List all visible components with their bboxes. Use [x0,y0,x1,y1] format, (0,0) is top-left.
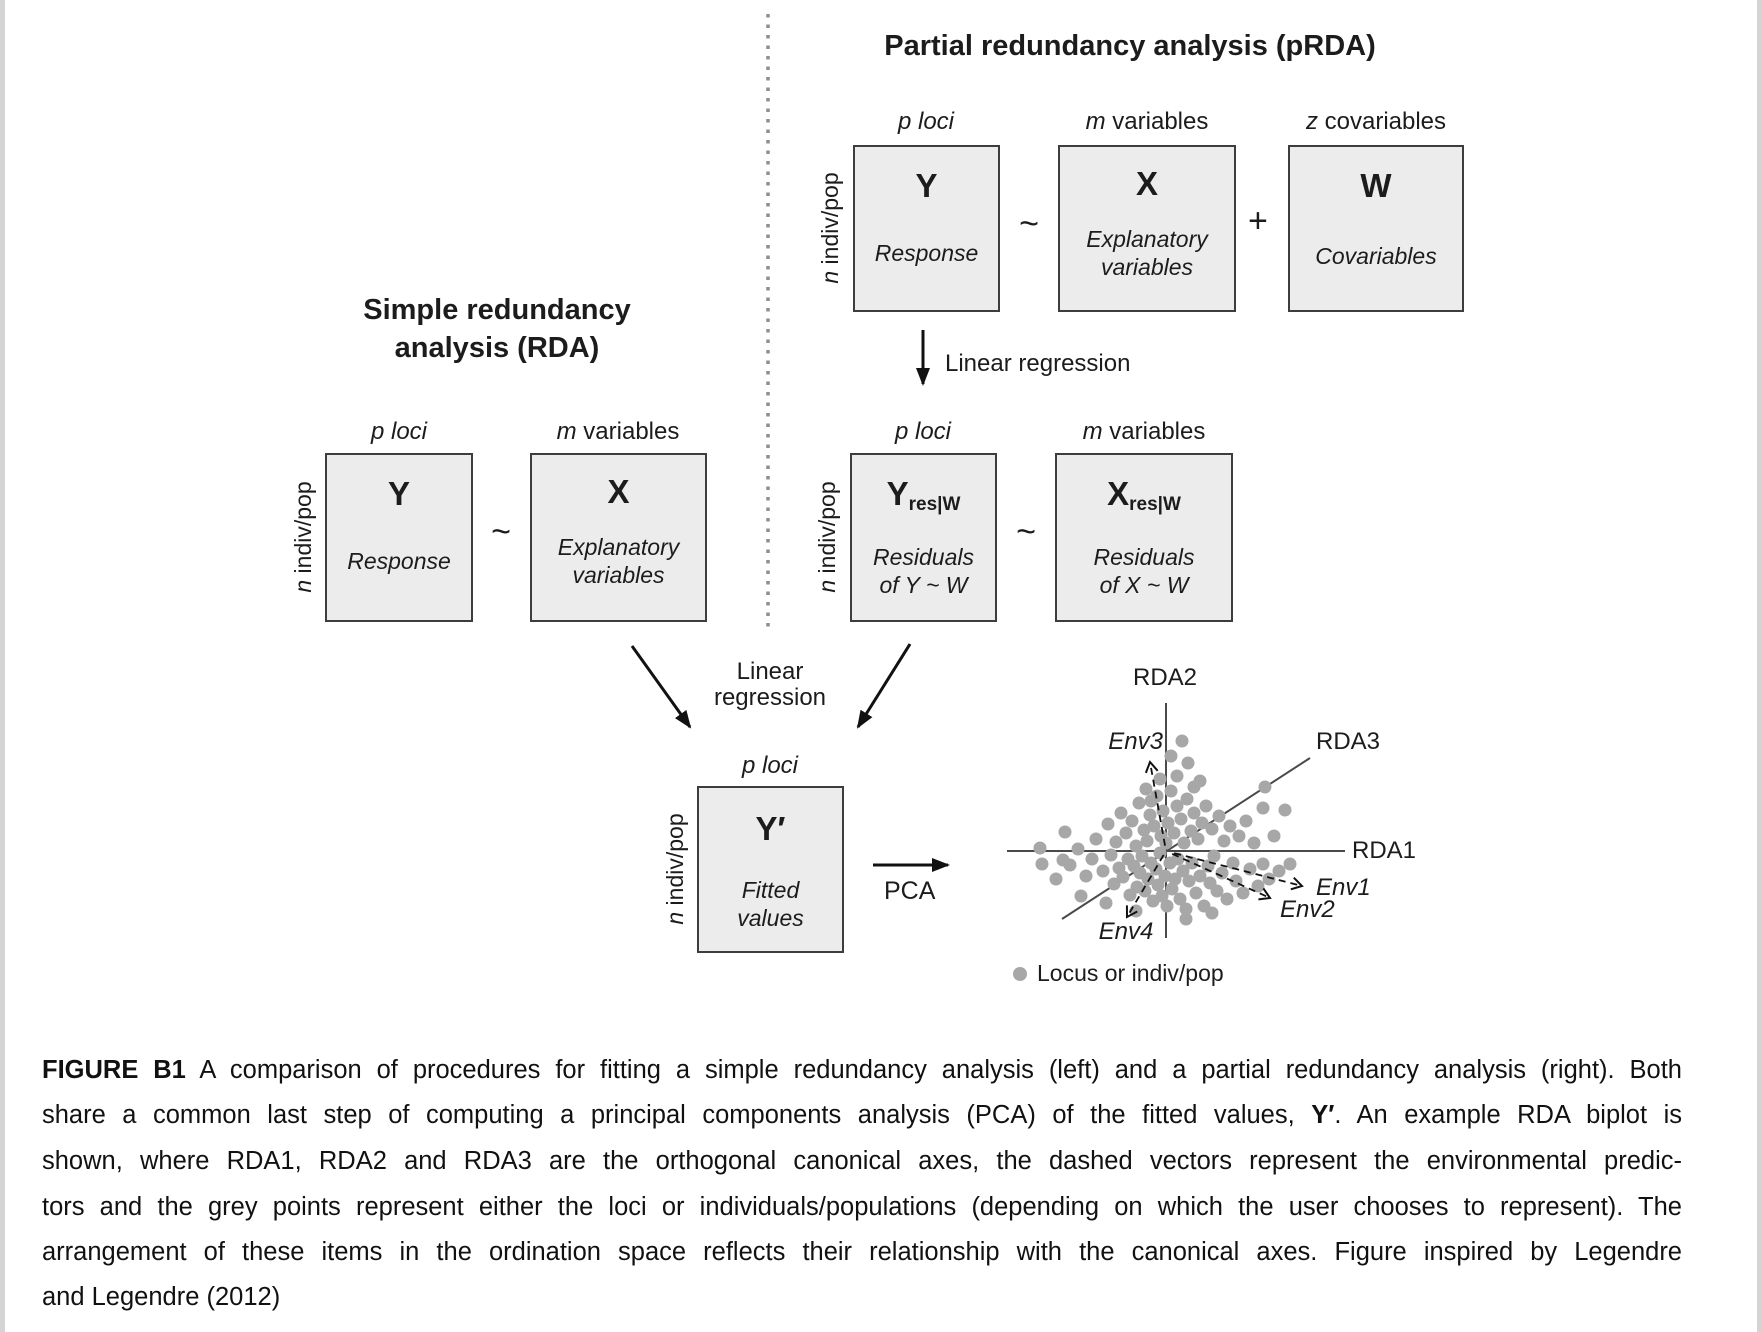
yfit-label-line2: values [737,905,804,931]
prda-x-dim-top: m variables [1085,108,1209,135]
prda-xres-label-line2: of X ~ W [1099,572,1189,598]
prda-y-label: Response [874,240,979,266]
pca-arrow-label: PCA [884,877,936,905]
biplot-axis-rda3-label: RDA3 [1316,728,1381,755]
rda-x-label-line2: variables [572,562,665,588]
caption-line: share a common last step of computing a principal components analysis (PCA) of the fitted values, Y′. An example RDA biplot is [42,1101,1682,1129]
prda-xres-label-line1: Residuals [1093,544,1195,570]
prda-w-label: Covariables [1315,243,1437,269]
prda-x-label-line1: Explanatory [1086,226,1208,252]
legend-point-icon [1013,967,1027,981]
rda-response-matrix-box [325,453,473,622]
rda-y-dim-top: p loci [370,418,428,445]
biplot-env1-label: Env1 [1316,874,1371,901]
prda-response-matrix-box [853,145,1000,312]
caption-line: arrangement of these items in the ordination space reflects their relationship with the canonical axes. Figure inspired by Legendre [42,1238,1682,1266]
rda-tilde: ~ [491,513,511,551]
yfit-dim-left: n indiv/pop [662,813,688,925]
rda-title-line2: analysis (RDA) [394,332,600,364]
rda-y-label: Response [347,548,451,574]
biplot-env3-label: Env3 [1108,728,1163,755]
prda-x-symbol: X [1135,165,1158,202]
rda-y-symbol: Y [387,475,410,512]
rda-x-dim-top: m variables [556,418,680,445]
prda-yres-label-line2: of Y ~ W [879,572,968,598]
prda-tilde-row2: ~ [1016,513,1036,551]
prda-x-label-line2: variables [1100,254,1194,280]
prda-w-dim-top: z covariables [1305,108,1447,135]
yfit-label-line1: Fitted [741,877,800,903]
prda-yres-label-line1: Residuals [873,544,974,570]
merge-regression-label-line2: regression [713,684,827,711]
biplot-axis-rda2-label: RDA2 [1132,664,1198,691]
prda-y-dim-left: n indiv/pop [817,172,843,284]
prda-w-symbol: W [1360,167,1392,204]
yfit-dim-top: p loci [741,752,799,779]
prda-y-residuals-matrix-box [850,453,997,622]
biplot-env2-label: Env2 [1280,896,1335,923]
rda-x-label-line1: Explanatory [557,534,680,560]
rda-x-symbol: X [607,473,630,510]
caption-line: and Legendre (2012) [42,1283,281,1311]
prda-tilde-row1: ~ [1019,205,1039,243]
prda-explanatory-matrix-box [1058,145,1236,312]
fitted-values-matrix-box [697,786,844,953]
prda-x-residuals-matrix-box [1055,453,1233,622]
merge-regression-label-line1: Linear [736,658,804,685]
rda-title-line1: Simple redundancy [363,294,631,326]
prda-title: Partial redundancy analysis (pRDA) [884,30,1376,62]
biplot-axis-rda1-label: RDA1 [1352,837,1417,864]
rda-y-dim-left: n indiv/pop [290,481,316,593]
prda-yres-dim-left: n indiv/pop [814,481,840,593]
caption-line: tors and the grey points represent either the loci or individuals/populations (depending on which the user chooses to represent). The [42,1193,1682,1221]
caption-line: shown, where RDA1, RDA2 and RDA3 are the orthogonal canonical axes, the dashed vectors represent the environmental predic- [42,1147,1682,1175]
yfit-symbol: Y′ [755,810,786,847]
caption-line: FIGURE B1 A comparison of procedures for fitting a simple redundancy analysis (left) and a partial redundancy analysis (right). Both [42,1056,1682,1084]
prda-plus-sign: + [1248,202,1268,240]
prda-yres-dim-top: p loci [894,418,952,445]
biplot-env4-label: Env4 [1098,918,1154,945]
prda-xres-symbol: $X_{res|W}$ [1107,475,1181,515]
biplot-legend-label: Locus or indiv/pop [1037,960,1224,986]
prda-covariables-matrix-box [1288,145,1464,312]
prda-xres-dim-top: m variables [1082,418,1206,445]
prda-y-dim-top: p loci [897,108,955,135]
prda-y-symbol: Y [915,167,938,204]
prda-regression-arrow-label: Linear regression [945,350,1131,377]
rda-explanatory-matrix-box [530,453,707,622]
prda-yres-symbol: $Y_{res|W}$ [886,475,961,515]
